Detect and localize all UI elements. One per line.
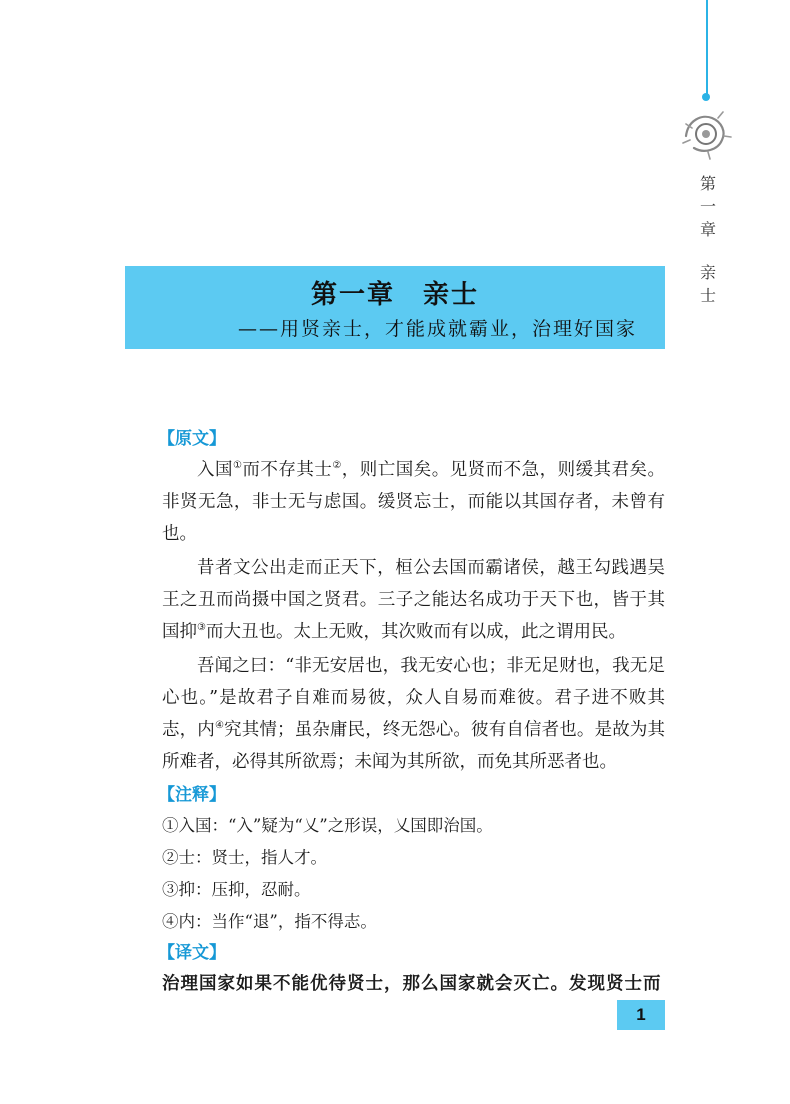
text-segment: 而不存其士 — [242, 460, 333, 480]
translation-text: 治理国家如果不能优待贤士，那么国家就会灭亡。发现贤士而 — [162, 974, 662, 994]
side-chapter-label — [697, 172, 719, 307]
note-item: ①入国：“入”疑为“乂”之形误，乂国即治国。 — [162, 816, 493, 835]
footnote-marker: ② — [332, 460, 342, 471]
note-item: ③抑：压抑，忍耐。 — [162, 880, 311, 899]
note-item: ④内：当作“退”，指不得志。 — [162, 912, 377, 931]
original-paragraph — [162, 552, 665, 648]
note-item: ②士：贤士，指人才。 — [162, 848, 327, 867]
original-paragraph — [162, 454, 665, 550]
chapter-title-band — [125, 266, 665, 349]
text-segment: 究其情；虽杂庸民，终无怨心。彼有自信者也。是故为其所难者，必得其所欲焉；未闻为其所欲，而免其所恶者也。 — [162, 720, 666, 772]
footnote-marker: ④ — [214, 720, 225, 731]
text-segment: ，则亡国矣。见贤而不急，则缓其君矣。非贤无急，非士无与虑国。缓贤忘士，而能以其国存者，未曾有也。 — [162, 460, 666, 544]
side-topic-char: 士 — [699, 286, 716, 305]
page-content — [158, 424, 666, 1000]
text-segment: 入国 — [197, 460, 233, 480]
chapter-title — [125, 274, 665, 311]
original-paragraph — [162, 650, 665, 778]
translation-heading: 【译文】 — [158, 943, 226, 963]
text-segment: 昔者文公出走而正天下，桓公去国而霸诸侯，越王勾践遇吴王之丑而尚摄中国之贤君。三子之能达名成功于天下也，皆于其国抑 — [162, 558, 665, 642]
side-topic-char: 亲 — [699, 263, 716, 282]
side-chapter-char: 第 — [699, 174, 716, 193]
footnote-marker: ① — [232, 460, 243, 471]
side-chapter-char: 章 — [699, 220, 716, 239]
dragon-emblem-icon — [678, 106, 734, 162]
page-number: 1 — [617, 1000, 665, 1030]
notes-heading: 【注释】 — [158, 785, 226, 805]
chapter-subtitle: ——用贤亲士，才能成就霸业，治理好国家 — [237, 318, 637, 340]
original-text-heading: 【原文】 — [158, 429, 226, 449]
side-chapter-char: 一 — [699, 197, 716, 216]
chapter-name: 亲士 — [423, 280, 480, 310]
side-decorative-rule — [706, 0, 708, 96]
footnote-marker: ③ — [197, 622, 206, 633]
text-segment: 而大丑也。太上无败，其次败而有以成，此之谓用民。 — [205, 622, 626, 642]
text-segment: 吾闻之曰：“非无安居也，我无安心也；非无足财也，我无足心也。”是故君子自难而易彼，众人自易而难彼。君子进不败其志，内 — [162, 656, 665, 740]
side-decorative-dot — [702, 93, 710, 101]
chapter-number: 第一章 — [310, 280, 395, 310]
